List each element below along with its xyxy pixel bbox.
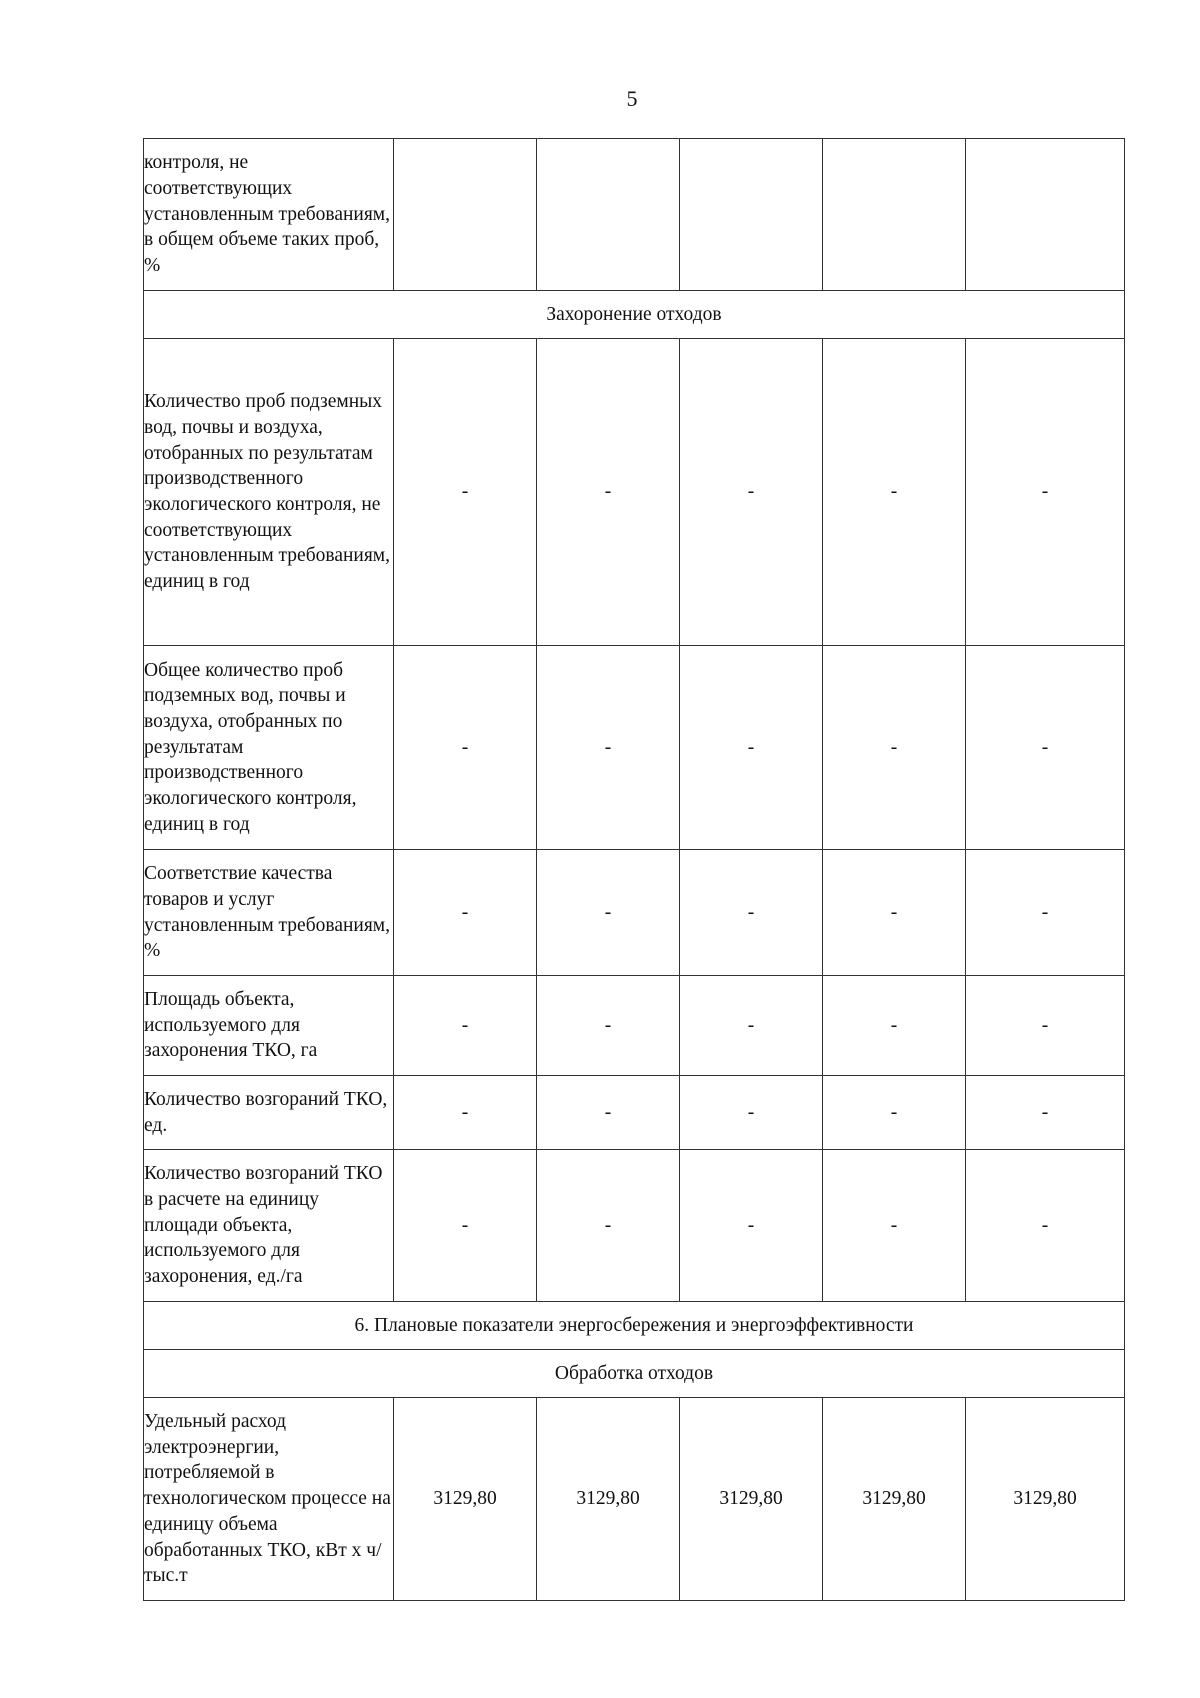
value-cell: -: [823, 646, 966, 850]
value-cell: -: [394, 976, 537, 1076]
value-cell: -: [680, 850, 823, 976]
value-cell: -: [823, 1076, 966, 1150]
value-cell: -: [823, 1150, 966, 1302]
value-cell: 3129,80: [537, 1398, 680, 1601]
value-cell: -: [823, 339, 966, 646]
value-cell: -: [680, 1076, 823, 1150]
value-cell: -: [966, 1150, 1125, 1302]
value-cell: -: [394, 339, 537, 646]
value-cell: -: [680, 339, 823, 646]
section-row: [144, 291, 1125, 339]
table-row: [144, 976, 1125, 1076]
table-row: [144, 139, 1125, 291]
value-cell: 3129,80: [823, 1398, 966, 1601]
table-row: [144, 1076, 1125, 1150]
value-cell: -: [966, 850, 1125, 976]
value-cell: -: [680, 646, 823, 850]
section-heading: Обработка отходов: [144, 1350, 1125, 1398]
value-cell: [823, 139, 966, 291]
indicator-label: Удельный расход электроэнергии, потребляемой в технологическом процессе на единицу объема обработанных ТКО, кВт х ч/тыс.т: [144, 1398, 394, 1601]
indicator-label: контроля, не соответствующих установленным требованиям, в общем объеме таких проб, %: [144, 139, 394, 291]
value-cell: -: [537, 339, 680, 646]
indicator-label: Количество возгораний ТКО, ед.: [144, 1076, 394, 1150]
value-cell: -: [394, 1076, 537, 1150]
value-cell: -: [680, 1150, 823, 1302]
value-cell: [680, 139, 823, 291]
table-row: [144, 646, 1125, 850]
indicator-label: Площадь объекта, используемого для захоронения ТКО, га: [144, 976, 394, 1076]
value-cell: -: [537, 1076, 680, 1150]
value-cell: -: [394, 646, 537, 850]
value-cell: [537, 139, 680, 291]
value-cell: -: [966, 1076, 1125, 1150]
indicator-label: Количество проб подземных вод, почвы и воздуха, отобранных по результатам производственного экологического контроля, не соответствующих установленным требованиям, единиц в год: [144, 339, 394, 646]
table-row: [144, 850, 1125, 976]
section-heading: 6. Плановые показатели энергосбережения и энергоэффективности: [144, 1302, 1125, 1350]
value-cell: [966, 139, 1125, 291]
value-cell: [394, 139, 537, 291]
value-cell: -: [537, 976, 680, 1076]
section-heading: Захоронение отходов: [144, 291, 1125, 339]
table-row: [144, 339, 1125, 646]
value-cell: -: [394, 1150, 537, 1302]
value-cell: -: [537, 646, 680, 850]
table-row: [144, 1398, 1125, 1601]
value-cell: -: [537, 1150, 680, 1302]
page-number: 5: [626, 86, 638, 111]
table-row: [144, 1150, 1125, 1302]
indicator-label: Общее количество проб подземных вод, почвы и воздуха, отобранных по результатам производственного экологического контроля, единиц в год: [144, 646, 394, 850]
value-cell: -: [680, 976, 823, 1076]
value-cell: 3129,80: [680, 1398, 823, 1601]
value-cell: -: [966, 976, 1125, 1076]
value-cell: -: [823, 850, 966, 976]
value-cell: -: [537, 850, 680, 976]
value-cell: 3129,80: [966, 1398, 1125, 1601]
value-cell: -: [823, 976, 966, 1076]
section-row: [144, 1302, 1125, 1350]
section-row: [144, 1350, 1125, 1398]
value-cell: -: [966, 646, 1125, 850]
value-cell: -: [394, 850, 537, 976]
indicator-label: Соответствие качества товаров и услуг установленным требованиям, %: [144, 850, 394, 976]
value-cell: 3129,80: [394, 1398, 537, 1601]
indicators-table: [143, 138, 1125, 1601]
value-cell: -: [966, 339, 1125, 646]
indicator-label: Количество возгораний ТКО в расчете на единицу площади объекта, используемого для захоронения, ед./га: [144, 1150, 394, 1302]
